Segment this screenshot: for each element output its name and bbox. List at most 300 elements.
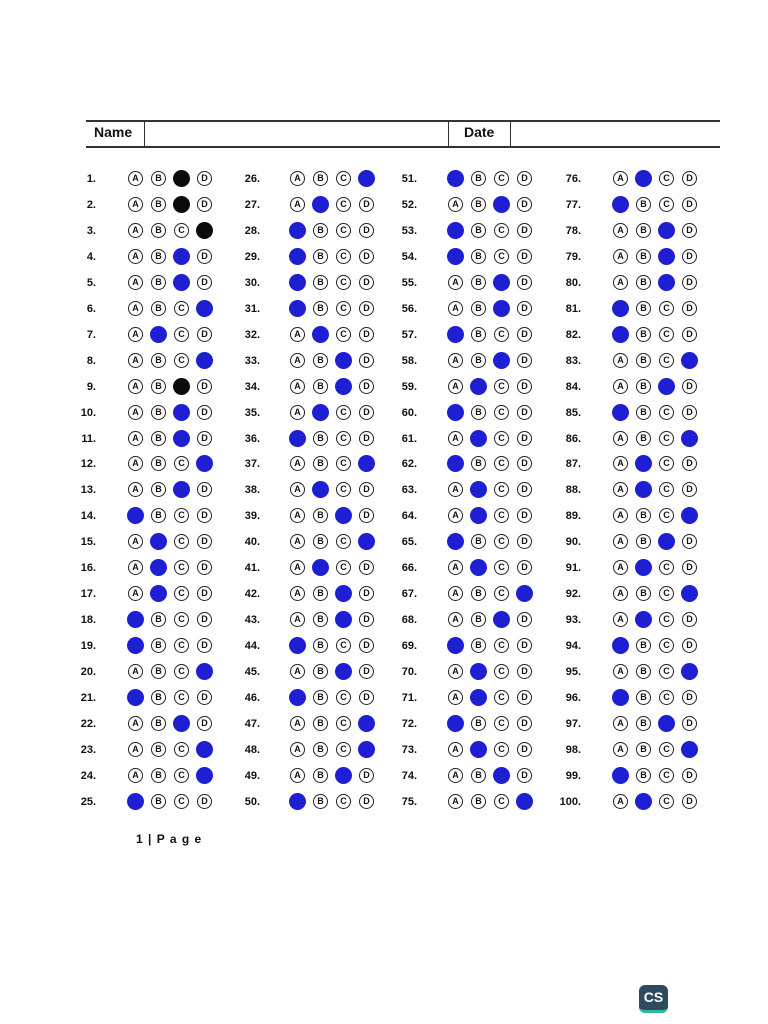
answer-bubble-c[interactable]: C — [659, 405, 674, 420]
answer-bubble-a[interactable] — [612, 326, 629, 343]
answer-bubble-d[interactable] — [196, 663, 213, 680]
answer-bubble-d[interactable]: D — [359, 327, 374, 342]
answer-bubble-c[interactable]: C — [174, 534, 189, 549]
answer-bubble-c[interactable]: C — [336, 742, 351, 757]
answer-bubble-d[interactable] — [681, 507, 698, 524]
answer-bubble-a[interactable]: A — [128, 171, 143, 186]
answer-bubble-a[interactable]: A — [290, 612, 305, 627]
answer-bubble-c[interactable]: C — [174, 353, 189, 368]
answer-bubble-d[interactable] — [358, 741, 375, 758]
answer-bubble-d[interactable]: D — [197, 171, 212, 186]
answer-bubble-c[interactable]: C — [174, 560, 189, 575]
answer-bubble-b[interactable]: B — [636, 223, 651, 238]
answer-bubble-b[interactable]: B — [636, 508, 651, 523]
answer-bubble-d[interactable]: D — [682, 768, 697, 783]
answer-bubble-b[interactable]: B — [471, 794, 486, 809]
answer-bubble-b[interactable]: B — [151, 690, 166, 705]
answer-bubble-b[interactable] — [312, 481, 329, 498]
answer-bubble-a[interactable] — [612, 404, 629, 421]
answer-bubble-c[interactable]: C — [659, 742, 674, 757]
answer-bubble-a[interactable]: A — [290, 664, 305, 679]
answer-bubble-d[interactable]: D — [359, 768, 374, 783]
answer-bubble-b[interactable]: B — [636, 690, 651, 705]
answer-bubble-b[interactable]: B — [151, 456, 166, 471]
answer-bubble-a[interactable]: A — [448, 301, 463, 316]
answer-bubble-c[interactable]: C — [336, 275, 351, 290]
answer-bubble-d[interactable]: D — [682, 197, 697, 212]
answer-bubble-b[interactable] — [312, 559, 329, 576]
answer-bubble-d[interactable]: D — [517, 379, 532, 394]
answer-bubble-c[interactable]: C — [659, 301, 674, 316]
answer-bubble-a[interactable]: A — [448, 197, 463, 212]
answer-bubble-a[interactable]: A — [128, 379, 143, 394]
answer-bubble-c[interactable]: C — [494, 379, 509, 394]
answer-bubble-b[interactable] — [635, 559, 652, 576]
answer-bubble-d[interactable]: D — [197, 534, 212, 549]
answer-bubble-a[interactable] — [612, 196, 629, 213]
answer-bubble-a[interactable] — [447, 222, 464, 239]
answer-bubble-d[interactable]: D — [359, 794, 374, 809]
answer-bubble-b[interactable]: B — [313, 353, 328, 368]
answer-bubble-b[interactable]: B — [151, 664, 166, 679]
answer-bubble-a[interactable]: A — [613, 223, 628, 238]
answer-bubble-c[interactable] — [658, 378, 675, 395]
answer-bubble-a[interactable]: A — [613, 534, 628, 549]
answer-bubble-b[interactable]: B — [471, 768, 486, 783]
answer-bubble-a[interactable]: A — [290, 742, 305, 757]
answer-bubble-d[interactable]: D — [197, 560, 212, 575]
answer-bubble-a[interactable]: A — [128, 456, 143, 471]
answer-bubble-b[interactable]: B — [313, 275, 328, 290]
answer-bubble-c[interactable]: C — [336, 431, 351, 446]
answer-bubble-d[interactable]: D — [682, 716, 697, 731]
answer-bubble-d[interactable]: D — [197, 379, 212, 394]
answer-bubble-b[interactable]: B — [313, 794, 328, 809]
answer-bubble-b[interactable]: B — [151, 768, 166, 783]
answer-bubble-d[interactable]: D — [197, 508, 212, 523]
answer-bubble-d[interactable]: D — [197, 690, 212, 705]
answer-bubble-b[interactable]: B — [151, 638, 166, 653]
answer-bubble-a[interactable]: A — [290, 171, 305, 186]
answer-bubble-c[interactable]: C — [174, 742, 189, 757]
answer-bubble-c[interactable]: C — [659, 353, 674, 368]
answer-bubble-b[interactable] — [635, 793, 652, 810]
answer-bubble-b[interactable]: B — [471, 638, 486, 653]
answer-bubble-b[interactable]: B — [636, 768, 651, 783]
answer-bubble-d[interactable]: D — [359, 638, 374, 653]
answer-bubble-d[interactable]: D — [517, 612, 532, 627]
answer-bubble-b[interactable]: B — [636, 586, 651, 601]
answer-bubble-c[interactable]: C — [494, 327, 509, 342]
answer-bubble-d[interactable]: D — [197, 638, 212, 653]
answer-bubble-d[interactable]: D — [359, 353, 374, 368]
answer-bubble-b[interactable]: B — [636, 431, 651, 446]
answer-bubble-c[interactable]: C — [174, 301, 189, 316]
answer-bubble-b[interactable]: B — [313, 249, 328, 264]
answer-bubble-d[interactable]: D — [359, 560, 374, 575]
answer-bubble-a[interactable] — [289, 300, 306, 317]
answer-bubble-a[interactable]: A — [448, 794, 463, 809]
answer-bubble-d[interactable]: D — [517, 327, 532, 342]
answer-bubble-d[interactable]: D — [517, 560, 532, 575]
answer-bubble-b[interactable]: B — [313, 223, 328, 238]
answer-bubble-a[interactable]: A — [128, 405, 143, 420]
answer-bubble-d[interactable]: D — [517, 508, 532, 523]
answer-bubble-b[interactable]: B — [471, 534, 486, 549]
answer-bubble-a[interactable]: A — [448, 586, 463, 601]
answer-bubble-d[interactable]: D — [359, 197, 374, 212]
answer-bubble-c[interactable]: C — [336, 638, 351, 653]
answer-bubble-d[interactable]: D — [682, 638, 697, 653]
answer-bubble-b[interactable]: B — [636, 405, 651, 420]
answer-bubble-a[interactable]: A — [128, 197, 143, 212]
answer-bubble-a[interactable]: A — [613, 456, 628, 471]
answer-bubble-d[interactable]: D — [517, 223, 532, 238]
answer-bubble-d[interactable]: D — [359, 275, 374, 290]
answer-bubble-b[interactable]: B — [471, 249, 486, 264]
answer-bubble-a[interactable]: A — [613, 249, 628, 264]
answer-bubble-c[interactable] — [493, 767, 510, 784]
answer-bubble-d[interactable]: D — [359, 301, 374, 316]
answer-bubble-d[interactable]: D — [517, 534, 532, 549]
answer-bubble-b[interactable]: B — [151, 353, 166, 368]
answer-bubble-d[interactable]: D — [682, 223, 697, 238]
name-field[interactable] — [146, 122, 446, 144]
answer-bubble-d[interactable] — [516, 793, 533, 810]
answer-bubble-b[interactable]: B — [151, 716, 166, 731]
answer-bubble-d[interactable]: D — [359, 223, 374, 238]
answer-bubble-c[interactable]: C — [494, 560, 509, 575]
answer-bubble-b[interactable]: B — [313, 456, 328, 471]
answer-bubble-b[interactable] — [150, 533, 167, 550]
answer-bubble-c[interactable]: C — [336, 327, 351, 342]
answer-bubble-a[interactable] — [127, 611, 144, 628]
answer-bubble-b[interactable]: B — [636, 327, 651, 342]
answer-bubble-d[interactable]: D — [197, 716, 212, 731]
answer-bubble-b[interactable]: B — [313, 301, 328, 316]
answer-bubble-a[interactable]: A — [448, 482, 463, 497]
answer-bubble-b[interactable] — [635, 481, 652, 498]
answer-bubble-c[interactable] — [658, 533, 675, 550]
answer-bubble-c[interactable]: C — [494, 794, 509, 809]
answer-bubble-b[interactable]: B — [151, 405, 166, 420]
answer-bubble-b[interactable]: B — [313, 638, 328, 653]
answer-bubble-c[interactable] — [658, 274, 675, 291]
date-field[interactable] — [512, 122, 718, 144]
answer-bubble-a[interactable]: A — [448, 742, 463, 757]
answer-bubble-d[interactable]: D — [359, 664, 374, 679]
answer-bubble-d[interactable]: D — [197, 197, 212, 212]
answer-bubble-c[interactable]: C — [336, 794, 351, 809]
answer-bubble-c[interactable] — [173, 378, 190, 395]
answer-bubble-a[interactable]: A — [290, 560, 305, 575]
answer-bubble-a[interactable]: A — [448, 560, 463, 575]
answer-bubble-c[interactable]: C — [659, 768, 674, 783]
answer-bubble-a[interactable] — [447, 715, 464, 732]
answer-bubble-b[interactable] — [635, 170, 652, 187]
answer-bubble-b[interactable]: B — [636, 716, 651, 731]
answer-bubble-c[interactable]: C — [659, 456, 674, 471]
answer-bubble-a[interactable] — [612, 300, 629, 317]
answer-bubble-b[interactable]: B — [151, 742, 166, 757]
answer-bubble-a[interactable]: A — [613, 275, 628, 290]
answer-bubble-c[interactable]: C — [659, 197, 674, 212]
answer-bubble-c[interactable]: C — [494, 716, 509, 731]
answer-bubble-b[interactable] — [470, 378, 487, 395]
answer-bubble-b[interactable]: B — [636, 534, 651, 549]
answer-bubble-a[interactable] — [447, 248, 464, 265]
answer-bubble-c[interactable]: C — [659, 508, 674, 523]
answer-bubble-a[interactable]: A — [448, 353, 463, 368]
answer-bubble-c[interactable]: C — [659, 171, 674, 186]
answer-bubble-a[interactable]: A — [613, 379, 628, 394]
answer-bubble-a[interactable]: A — [290, 508, 305, 523]
answer-bubble-d[interactable]: D — [517, 275, 532, 290]
answer-bubble-d[interactable]: D — [682, 379, 697, 394]
answer-bubble-d[interactable] — [681, 741, 698, 758]
answer-bubble-c[interactable]: C — [174, 638, 189, 653]
answer-bubble-d[interactable]: D — [682, 405, 697, 420]
answer-bubble-d[interactable] — [358, 455, 375, 472]
answer-bubble-d[interactable]: D — [682, 249, 697, 264]
answer-bubble-a[interactable]: A — [448, 768, 463, 783]
answer-bubble-b[interactable]: B — [151, 612, 166, 627]
answer-bubble-a[interactable]: A — [128, 353, 143, 368]
answer-bubble-d[interactable]: D — [682, 301, 697, 316]
answer-bubble-a[interactable]: A — [128, 223, 143, 238]
answer-bubble-d[interactable] — [681, 352, 698, 369]
answer-bubble-c[interactable]: C — [494, 249, 509, 264]
answer-bubble-d[interactable] — [358, 715, 375, 732]
answer-bubble-a[interactable]: A — [290, 379, 305, 394]
answer-bubble-c[interactable]: C — [494, 431, 509, 446]
answer-bubble-a[interactable]: A — [448, 379, 463, 394]
answer-bubble-c[interactable]: C — [659, 431, 674, 446]
answer-bubble-d[interactable]: D — [682, 612, 697, 627]
answer-bubble-d[interactable]: D — [517, 690, 532, 705]
answer-bubble-d[interactable] — [516, 585, 533, 602]
answer-bubble-b[interactable]: B — [313, 742, 328, 757]
answer-bubble-c[interactable]: C — [174, 612, 189, 627]
answer-bubble-a[interactable]: A — [448, 508, 463, 523]
answer-bubble-c[interactable]: C — [494, 223, 509, 238]
answer-bubble-b[interactable]: B — [471, 301, 486, 316]
answer-bubble-b[interactable]: B — [151, 301, 166, 316]
answer-bubble-d[interactable]: D — [517, 456, 532, 471]
answer-bubble-c[interactable] — [173, 430, 190, 447]
answer-bubble-c[interactable]: C — [336, 405, 351, 420]
answer-bubble-c[interactable] — [658, 248, 675, 265]
answer-bubble-a[interactable] — [447, 326, 464, 343]
answer-bubble-b[interactable]: B — [471, 456, 486, 471]
answer-bubble-b[interactable]: B — [313, 716, 328, 731]
answer-bubble-c[interactable] — [493, 274, 510, 291]
answer-bubble-c[interactable]: C — [659, 482, 674, 497]
answer-bubble-d[interactable]: D — [359, 508, 374, 523]
answer-bubble-a[interactable] — [447, 170, 464, 187]
answer-bubble-c[interactable]: C — [174, 664, 189, 679]
answer-bubble-b[interactable]: B — [471, 327, 486, 342]
answer-bubble-a[interactable] — [289, 222, 306, 239]
answer-bubble-c[interactable]: C — [494, 586, 509, 601]
answer-bubble-b[interactable]: B — [636, 275, 651, 290]
answer-bubble-a[interactable] — [447, 404, 464, 421]
answer-bubble-b[interactable]: B — [636, 353, 651, 368]
answer-bubble-a[interactable]: A — [290, 405, 305, 420]
answer-bubble-c[interactable] — [493, 352, 510, 369]
answer-bubble-c[interactable]: C — [659, 638, 674, 653]
answer-bubble-c[interactable]: C — [174, 456, 189, 471]
answer-bubble-d[interactable] — [196, 741, 213, 758]
answer-bubble-b[interactable]: B — [151, 223, 166, 238]
answer-bubble-a[interactable] — [289, 689, 306, 706]
answer-bubble-a[interactable]: A — [448, 431, 463, 446]
answer-bubble-a[interactable]: A — [128, 249, 143, 264]
answer-bubble-d[interactable]: D — [682, 560, 697, 575]
answer-bubble-b[interactable] — [150, 585, 167, 602]
answer-bubble-c[interactable]: C — [494, 171, 509, 186]
answer-bubble-d[interactable]: D — [359, 249, 374, 264]
answer-bubble-a[interactable]: A — [290, 353, 305, 368]
answer-bubble-d[interactable]: D — [682, 456, 697, 471]
answer-bubble-b[interactable] — [470, 481, 487, 498]
answer-bubble-c[interactable] — [173, 481, 190, 498]
answer-bubble-b[interactable]: B — [151, 482, 166, 497]
answer-bubble-c[interactable]: C — [174, 794, 189, 809]
answer-bubble-c[interactable]: C — [174, 586, 189, 601]
answer-bubble-d[interactable] — [196, 455, 213, 472]
answer-bubble-b[interactable] — [470, 507, 487, 524]
answer-bubble-a[interactable]: A — [290, 327, 305, 342]
answer-bubble-a[interactable]: A — [448, 690, 463, 705]
answer-bubble-c[interactable] — [335, 611, 352, 628]
answer-bubble-c[interactable]: C — [336, 560, 351, 575]
answer-bubble-c[interactable] — [173, 274, 190, 291]
answer-bubble-b[interactable] — [312, 196, 329, 213]
answer-bubble-d[interactable]: D — [682, 794, 697, 809]
answer-bubble-b[interactable]: B — [313, 768, 328, 783]
answer-bubble-b[interactable]: B — [636, 249, 651, 264]
answer-bubble-c[interactable] — [173, 404, 190, 421]
answer-bubble-c[interactable]: C — [494, 456, 509, 471]
answer-bubble-d[interactable]: D — [517, 249, 532, 264]
answer-bubble-a[interactable]: A — [128, 742, 143, 757]
answer-bubble-a[interactable]: A — [290, 534, 305, 549]
answer-bubble-c[interactable]: C — [336, 223, 351, 238]
answer-bubble-c[interactable] — [658, 222, 675, 239]
answer-bubble-b[interactable]: B — [151, 275, 166, 290]
answer-bubble-b[interactable]: B — [151, 379, 166, 394]
answer-bubble-d[interactable]: D — [197, 586, 212, 601]
answer-bubble-a[interactable]: A — [290, 482, 305, 497]
answer-bubble-d[interactable] — [358, 533, 375, 550]
answer-bubble-b[interactable]: B — [636, 301, 651, 316]
answer-bubble-b[interactable] — [470, 559, 487, 576]
answer-bubble-a[interactable]: A — [613, 742, 628, 757]
answer-bubble-a[interactable]: A — [613, 586, 628, 601]
answer-bubble-b[interactable]: B — [471, 197, 486, 212]
answer-bubble-a[interactable]: A — [290, 456, 305, 471]
answer-bubble-a[interactable]: A — [128, 768, 143, 783]
answer-bubble-d[interactable]: D — [197, 327, 212, 342]
answer-bubble-d[interactable]: D — [682, 482, 697, 497]
answer-bubble-b[interactable] — [635, 611, 652, 628]
answer-bubble-c[interactable]: C — [659, 560, 674, 575]
answer-bubble-d[interactable]: D — [682, 534, 697, 549]
answer-bubble-a[interactable]: A — [448, 664, 463, 679]
answer-bubble-c[interactable]: C — [659, 690, 674, 705]
answer-bubble-a[interactable] — [289, 793, 306, 810]
answer-bubble-b[interactable]: B — [471, 612, 486, 627]
answer-bubble-c[interactable]: C — [494, 405, 509, 420]
answer-bubble-c[interactable]: C — [336, 690, 351, 705]
answer-bubble-a[interactable] — [127, 689, 144, 706]
answer-bubble-c[interactable] — [173, 170, 190, 187]
answer-bubble-c[interactable]: C — [494, 638, 509, 653]
answer-bubble-b[interactable]: B — [636, 638, 651, 653]
answer-bubble-d[interactable]: D — [197, 794, 212, 809]
answer-bubble-b[interactable]: B — [636, 379, 651, 394]
answer-bubble-a[interactable] — [612, 767, 629, 784]
answer-bubble-a[interactable]: A — [613, 482, 628, 497]
answer-bubble-d[interactable]: D — [517, 482, 532, 497]
answer-bubble-a[interactable]: A — [613, 431, 628, 446]
answer-bubble-b[interactable]: B — [313, 586, 328, 601]
answer-bubble-b[interactable]: B — [151, 794, 166, 809]
answer-bubble-a[interactable]: A — [128, 275, 143, 290]
answer-bubble-b[interactable]: B — [313, 612, 328, 627]
answer-bubble-a[interactable]: A — [613, 794, 628, 809]
answer-bubble-d[interactable]: D — [359, 612, 374, 627]
answer-bubble-d[interactable] — [681, 585, 698, 602]
answer-bubble-a[interactable] — [447, 637, 464, 654]
answer-bubble-d[interactable] — [196, 352, 213, 369]
answer-bubble-b[interactable]: B — [471, 716, 486, 731]
answer-bubble-b[interactable]: B — [313, 379, 328, 394]
answer-bubble-d[interactable]: D — [359, 431, 374, 446]
answer-bubble-b[interactable]: B — [313, 534, 328, 549]
answer-bubble-c[interactable] — [173, 248, 190, 265]
answer-bubble-a[interactable]: A — [128, 560, 143, 575]
answer-bubble-b[interactable] — [312, 404, 329, 421]
answer-bubble-c[interactable]: C — [494, 742, 509, 757]
answer-bubble-b[interactable]: B — [636, 742, 651, 757]
answer-bubble-a[interactable] — [612, 637, 629, 654]
answer-bubble-b[interactable]: B — [471, 353, 486, 368]
answer-bubble-c[interactable]: C — [336, 249, 351, 264]
answer-bubble-d[interactable]: D — [517, 638, 532, 653]
answer-bubble-c[interactable]: C — [336, 482, 351, 497]
answer-bubble-a[interactable]: A — [448, 275, 463, 290]
answer-bubble-a[interactable]: A — [613, 171, 628, 186]
answer-bubble-a[interactable] — [612, 689, 629, 706]
answer-bubble-c[interactable]: C — [336, 716, 351, 731]
answer-bubble-b[interactable]: B — [151, 431, 166, 446]
answer-bubble-b[interactable]: B — [471, 586, 486, 601]
answer-bubble-d[interactable]: D — [197, 612, 212, 627]
answer-bubble-a[interactable]: A — [613, 612, 628, 627]
answer-bubble-a[interactable]: A — [613, 664, 628, 679]
answer-bubble-a[interactable]: A — [128, 327, 143, 342]
answer-bubble-c[interactable]: C — [659, 327, 674, 342]
answer-bubble-d[interactable] — [196, 222, 213, 239]
answer-bubble-b[interactable]: B — [636, 664, 651, 679]
answer-bubble-d[interactable]: D — [682, 171, 697, 186]
answer-bubble-a[interactable] — [127, 507, 144, 524]
answer-bubble-c[interactable] — [658, 715, 675, 732]
answer-bubble-a[interactable] — [127, 793, 144, 810]
answer-bubble-a[interactable]: A — [613, 508, 628, 523]
